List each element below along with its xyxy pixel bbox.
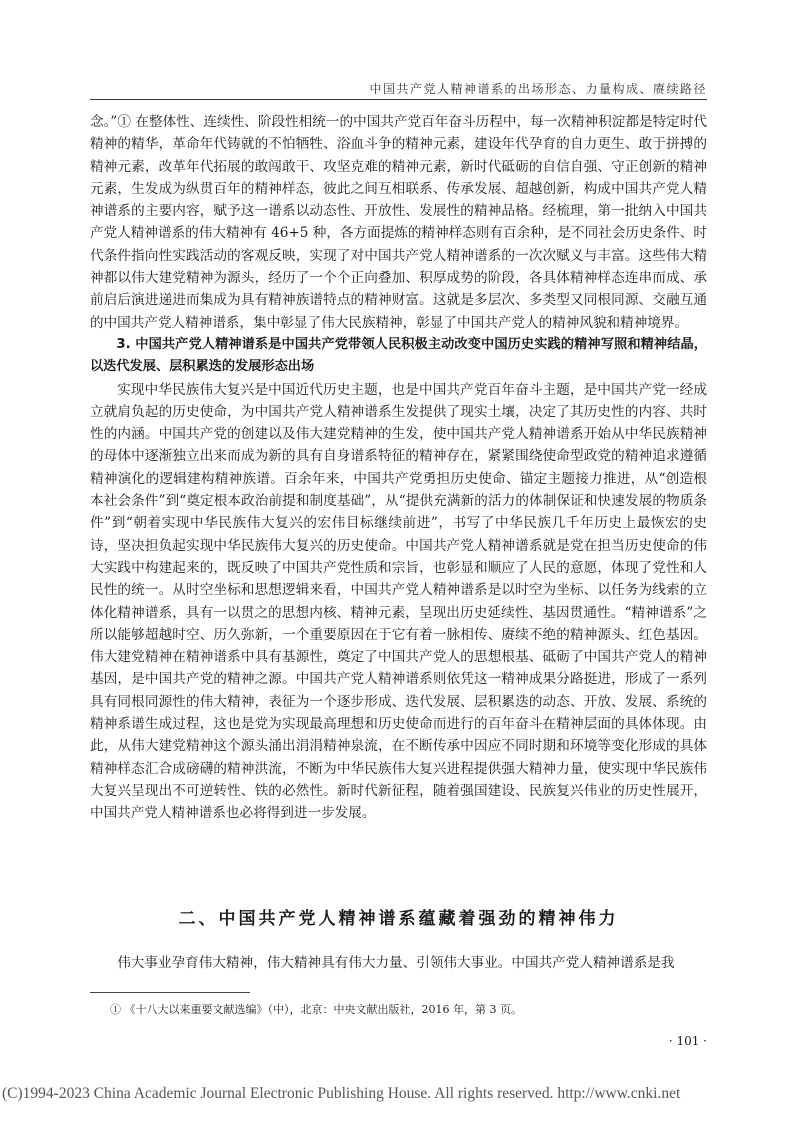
page-number: · 101 · (668, 1034, 707, 1048)
subsection-heading-3: 3. 中国共产党人精神谱系是中国共产党带领人民积极主动改变中国历史实践的精神写照和精神结晶，以迭代发展、层积累迭的发展形态出场 (90, 336, 707, 375)
section-title: 二、中国共产党人精神谱系蕴藏着强劲的精神伟力 (178, 909, 619, 929)
paragraph-1: 念。”① 在整体性、连续性、阶段性相统一的中国共产党百年奋斗历程中，每一次精神积淀都是特定时代精神的精华，革命年代铸就的不怕牺牲、浴血斗争的精神元素，建设年代孕育的自力更生、敢于拼搏的精神元素，改革年代拓展的敢闯敢干、攻坚克难的精神元素，新时代砥砺的自信自强、守正创新的精神元素，生发成为纵贯百年的精神样态，彼此之间互相联系、传承发展、超越创新，构成中国共产党人精神谱系的主要内容，赋予这一谱系以动态性、开放性、发展性的精神品格。经梳理，第一批纳入中国共产党人精神谱系的伟大精神有 46+5 种，各方面提炼的精神样态则有百余种，是不同社会历史条件、时代条件指向性实践活动的客观反映，实现了对中国共产党人精神谱系的一次次赋义与丰富。这些伟大精神都以伟大建党精神为源头，经历了一个个正向叠加、积厚成势的阶段，各具体精神样态连串而成、承前启后演进递进而集成为具有精神族谱特点的精神财富。这就是多层次、多类型又同根同源、交融互通的中国共产党人精神谱系，集中彰显了伟大民族精神，彰显了中国共产党人的精神风貌和精神境界。 (90, 114, 707, 331)
copyright-notice: (C)1994-2023 China Academic Journal Electronic Publishing House. All rights reserved. http://www.cnki.net (2, 1085, 681, 1102)
header-divider (90, 99, 707, 100)
running-head: 中国共产党人精神谱系的出场形态、力量构成、赓续路径 (369, 82, 707, 96)
paragraph-3: 伟大事业孕育伟大精神，伟大精神具有伟大力量、引领伟大事业。中国共产党人精神谱系是我 (117, 955, 675, 971)
footnote: ① 《十八大以来重要文献选编》（中），北京：中央文献出版社，2016 年，第 3 页。 (110, 1003, 522, 1016)
paragraph-2: 实现中华民族伟大复兴是中国近代历史主题，也是中国共产党百年奋斗主题，是中国共产党一经成立就肩负起的历史使命，为中国共产党人精神谱系生发提供了现实土壤，决定了其历史性的内容、共时性的内涵。中国共产党的创建以及伟大建党精神的生发，使中国共产党人精神谱系开始从中华民族精神的母体中逐渐独立出来而成为新的具有自身谱系特征的精神存在，紧紧围绕使命型政党的精神追求遵循精神演化的逻辑建构精神族谱。百余年来，中国共产党勇担历史使命、锚定主题接力推进，从“创造根本社会条件”到“奠定根本政治前提和制度基础”，从“提供充满新的活力的体制保证和快速发展的物质条件”到“朝着实现中华民族伟大复兴的宏伟目标继续前进”，书写了中华民族几千年历史上最恢宏的史诗，坚决担负起实现中华民族伟大复兴的历史使命。中国共产党人精神谱系就是党在担当历史使命的伟大实践中构建起来的，既反映了中国共产党性质和宗旨，也彰显和顺应了人民的意愿，体现了党性和人民性的统一。从时空坐标和思想逻辑来看，中国共产党人精神谱系是以时空为坐标、以任务为线索的立体化精神谱系，具有一以贯之的思想内核、精神元素，呈现出历史延续性、基因贯通性。“精神谱系”之所以能够超越时空、历久弥新，一个重要原因在于它有着一脉相传、赓续不绝的精神源头、红色基因。伟大建党精神在精神谱系中具有基源性，奠定了中国共产党人的思想根基、砥砺了中国共产党人的精神基因，是中国共产党的精神之源。中国共产党人精神谱系则依凭这一精神成果分路挺进，形成了一系列具有同根同源性的伟大精神，表征为一个逐步形成、迭代发展、层积累迭的动态、开放、发展、系统的精神系谱生成过程，这也是党为实现最高理想和历史使命而进行的百年奋斗在精神层面的具体体现。由此，从伟大建党精神这个源头涌出涓涓精神泉流，在不断传承中因应不同时期和环境等变化形成的具体精神样态汇合成磅礴的精神洪流，不断为中华民族伟大复兴进程提供强大精神力量，使实现中华民族伟大复兴呈现出不可逆转性、铁的必然性。新时代新征程，随着强国建设、民族复兴伟业的历史性展开，中国共产党人精神谱系也必将得到进一步发展。 (90, 381, 707, 822)
article-body (90, 111, 707, 825)
footnote-divider (90, 992, 250, 993)
